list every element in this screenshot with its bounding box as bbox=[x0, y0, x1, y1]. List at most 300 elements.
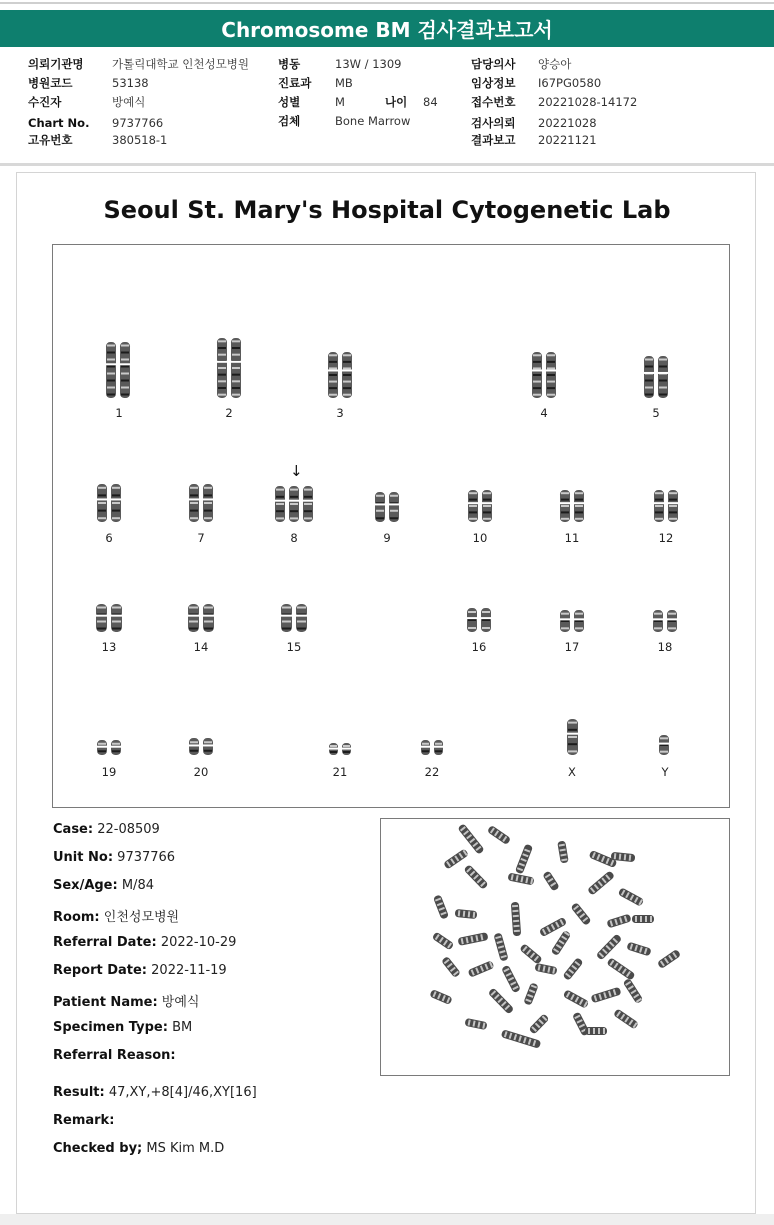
chromosome-band bbox=[330, 745, 337, 747]
chromosome-pair-3 bbox=[326, 350, 354, 400]
info-doctor-value: 양승아 bbox=[538, 57, 572, 71]
metaphase-chromosome-32 bbox=[606, 957, 635, 981]
chromosome-band bbox=[97, 607, 106, 609]
chromosome-band bbox=[483, 518, 491, 520]
centromere bbox=[468, 502, 478, 504]
info-doctor: 담당의사 bbox=[471, 57, 516, 71]
chromosome-band bbox=[107, 387, 115, 389]
centromere bbox=[97, 498, 107, 500]
detail-result: Result: 47,XY,+8[4]/46,XY[16] bbox=[53, 1085, 257, 1100]
chromosome-band bbox=[204, 621, 213, 623]
metaphase-chromosome-22 bbox=[493, 932, 508, 961]
metaphase-chromosome-17 bbox=[570, 902, 591, 926]
chromosome-label-9: 9 bbox=[383, 531, 391, 545]
detail-specimen-type: Specimen Type: BM bbox=[53, 1020, 193, 1035]
chromosome-band bbox=[112, 494, 120, 496]
metaphase-chromosome-24 bbox=[551, 930, 572, 956]
chromosome-band bbox=[654, 613, 662, 615]
chromosome-band bbox=[533, 381, 541, 383]
chromosome-band bbox=[204, 510, 212, 512]
info-ward-value: 13W / 1309 bbox=[335, 57, 402, 71]
metaphase-chromosome-21 bbox=[458, 932, 489, 946]
chromosome-band bbox=[669, 492, 677, 494]
centromere bbox=[106, 363, 116, 365]
chromosome-band bbox=[232, 354, 240, 356]
chromosome-band bbox=[533, 387, 541, 389]
metaphase-chromosome-11 bbox=[587, 870, 615, 895]
detail-checked-by: Checked by; MS Kim M.D bbox=[53, 1141, 225, 1156]
info-request-date: 검사의뢰 bbox=[471, 116, 516, 130]
chromosome-label-18: 18 bbox=[657, 640, 673, 654]
chromosome-band bbox=[112, 743, 120, 745]
chromosome-20-1 bbox=[189, 738, 199, 755]
report-title: Chromosome BM 검사결과보고서 bbox=[221, 18, 553, 42]
chromosome-band bbox=[655, 505, 663, 507]
chromosome-band bbox=[533, 394, 541, 396]
header-divider bbox=[0, 163, 774, 166]
info-patient-value: 방예식 bbox=[112, 95, 146, 109]
chromosome-band bbox=[659, 359, 667, 361]
centromere bbox=[275, 500, 285, 502]
centromere bbox=[560, 618, 570, 620]
info-specimen-value: Bone Marrow bbox=[335, 114, 411, 128]
chromosome-band bbox=[422, 743, 429, 745]
metaphase-spread-image bbox=[381, 819, 729, 1075]
centromere bbox=[668, 502, 678, 504]
centromere bbox=[188, 615, 199, 617]
chromosome-band bbox=[561, 505, 569, 507]
chromosome-band bbox=[190, 741, 198, 743]
chromosome-band bbox=[669, 518, 677, 520]
chromosome-band bbox=[218, 340, 226, 342]
info-chart-no-value: 9737766 bbox=[112, 116, 164, 130]
chromosome-band bbox=[561, 499, 569, 501]
chromosome-band bbox=[204, 628, 213, 630]
metaphase-chromosome-3 bbox=[443, 848, 469, 869]
chromosome-band bbox=[669, 511, 677, 513]
chromosome-pair-19 bbox=[95, 738, 123, 757]
chromosome-band bbox=[112, 750, 120, 752]
chromosome-pair-5 bbox=[642, 354, 670, 400]
centromere bbox=[328, 369, 338, 371]
chromosome-band bbox=[121, 359, 129, 361]
chromosome-band bbox=[669, 499, 677, 501]
chromosome-band bbox=[469, 492, 477, 494]
metaphase-chromosome-30 bbox=[534, 963, 557, 975]
chromosome-pair-4 bbox=[530, 350, 558, 400]
metaphase-chromosome-44 bbox=[585, 1027, 607, 1035]
chromosome-band bbox=[468, 627, 476, 629]
metaphase-image-panel bbox=[380, 818, 730, 1076]
detail-patient-name: Patient Name: 방예식 bbox=[53, 995, 200, 1010]
info-unique-no-value: 380518-1 bbox=[112, 133, 168, 147]
chromosome-band bbox=[533, 354, 541, 356]
centromere bbox=[532, 369, 542, 371]
centromere bbox=[329, 748, 338, 750]
chromosome-band bbox=[469, 499, 477, 501]
chromosome-band bbox=[204, 494, 212, 496]
chromosome-band bbox=[645, 394, 653, 396]
chromosome-band bbox=[276, 517, 284, 519]
chromosome-band bbox=[561, 518, 569, 520]
chromosome-band bbox=[112, 517, 120, 519]
page-bottom-bar bbox=[0, 1214, 774, 1225]
centromere bbox=[482, 502, 492, 504]
chromosome-band bbox=[561, 613, 569, 615]
chromosome-pair-21 bbox=[327, 741, 353, 757]
centromere bbox=[296, 615, 307, 617]
metaphase-chromosome-14 bbox=[455, 909, 478, 919]
chromosome-band bbox=[204, 487, 212, 489]
centromere bbox=[434, 746, 443, 748]
chromosome-label-17: 17 bbox=[564, 640, 580, 654]
chromosome-band bbox=[190, 502, 198, 504]
chromosome-band bbox=[218, 367, 226, 369]
chromosome-pair-14 bbox=[186, 602, 216, 634]
chromosome-pair-2 bbox=[215, 336, 243, 400]
chromosome-band bbox=[121, 373, 129, 375]
chromosome-pair-18 bbox=[651, 608, 679, 634]
chromosome-band bbox=[107, 394, 115, 396]
chromosome-band bbox=[482, 627, 490, 629]
chromosome-band bbox=[655, 492, 663, 494]
info-report-date-value: 20221121 bbox=[538, 133, 597, 147]
metaphase-chromosome-29 bbox=[501, 965, 521, 994]
chromosome-band bbox=[112, 510, 120, 512]
metaphase-chromosome-26 bbox=[626, 942, 651, 957]
chromosome-band bbox=[533, 374, 541, 376]
centromere bbox=[653, 618, 663, 620]
chromosome-band bbox=[304, 496, 312, 498]
chromosome-band bbox=[343, 394, 351, 396]
chromosome-label-3: 3 bbox=[336, 406, 344, 420]
centromere bbox=[217, 361, 227, 363]
chromosome-pair-11 bbox=[558, 488, 586, 524]
chromosome-band bbox=[190, 487, 198, 489]
chromosome-band bbox=[645, 380, 653, 382]
chromosome-band bbox=[107, 359, 115, 361]
info-request-date-value: 20221028 bbox=[538, 116, 597, 130]
detail-unit-no: Unit No: 9737766 bbox=[53, 850, 176, 865]
centromere bbox=[281, 615, 292, 617]
chromosome-band bbox=[121, 345, 129, 347]
chromosome-label-16: 16 bbox=[471, 640, 487, 654]
info-department-value: MB bbox=[335, 76, 353, 90]
chromosome-band bbox=[390, 510, 398, 512]
chromosome-label-8: 8 bbox=[290, 531, 298, 545]
chromosome-band bbox=[645, 366, 653, 368]
chromosome-band bbox=[276, 510, 284, 512]
chromosome-band bbox=[107, 373, 115, 375]
metaphase-chromosome-20 bbox=[432, 931, 455, 950]
chromosome-band bbox=[668, 627, 676, 629]
info-clinical: 임상정보 bbox=[471, 76, 516, 90]
chromosome-5-2 bbox=[658, 356, 668, 398]
chromosome-band bbox=[561, 627, 569, 629]
chromosome-pair-10 bbox=[466, 488, 494, 524]
chromosome-band bbox=[330, 751, 337, 753]
chromosome-band bbox=[645, 359, 653, 361]
chromosome-band bbox=[98, 487, 106, 489]
detail-room: Room: 인천성모병원 bbox=[53, 910, 180, 925]
centromere bbox=[289, 500, 299, 502]
detail-referral-reason: Referral Reason: bbox=[53, 1048, 176, 1063]
chromosome-label-21: 21 bbox=[332, 765, 348, 779]
chromosome-band bbox=[290, 496, 298, 498]
chromosome-band bbox=[568, 743, 577, 745]
chromosome-label-14: 14 bbox=[193, 640, 209, 654]
chromosome-band bbox=[483, 511, 491, 513]
metaphase-chromosome-13 bbox=[433, 894, 449, 919]
chromosome-label-5: 5 bbox=[652, 406, 660, 420]
info-hospital-code-value: 53138 bbox=[112, 76, 149, 90]
chromosome-band bbox=[575, 499, 583, 501]
metaphase-chromosome-28 bbox=[467, 960, 494, 977]
chromosome-pair-22 bbox=[419, 738, 445, 757]
centromere bbox=[120, 363, 130, 365]
info-specimen: 검체 bbox=[278, 114, 301, 128]
chromosome-band bbox=[112, 621, 121, 623]
metaphase-chromosome-2 bbox=[487, 825, 511, 845]
karyogram-panel bbox=[52, 244, 730, 808]
detail-case: Case: 22-08509 bbox=[53, 822, 160, 837]
centromere bbox=[389, 503, 399, 505]
chromosome-band bbox=[290, 489, 298, 491]
chromosome-band bbox=[575, 627, 583, 629]
chromosome-band bbox=[98, 510, 106, 512]
metaphase-chromosome-25 bbox=[596, 933, 623, 960]
detail-sex-age: Sex/Age: M/84 bbox=[53, 878, 154, 893]
chromosome-5-1 bbox=[644, 356, 654, 398]
info-institution-value: 가톨릭대학교 인천성모병원 bbox=[112, 57, 249, 71]
centromere bbox=[189, 498, 199, 500]
chromosome-band bbox=[98, 750, 106, 752]
chromosome-band bbox=[329, 387, 337, 389]
metaphase-chromosome-1 bbox=[457, 823, 484, 855]
chromosome-band bbox=[575, 492, 583, 494]
chromosome-band bbox=[659, 394, 667, 396]
chromosome-band bbox=[329, 374, 337, 376]
chromosome-band bbox=[329, 361, 337, 363]
chromosome-band bbox=[533, 367, 541, 369]
chromosome-label-13: 13 bbox=[101, 640, 117, 654]
chromosome-pair-9 bbox=[373, 490, 401, 524]
centromere bbox=[546, 369, 556, 371]
chromosome-band bbox=[329, 394, 337, 396]
chromosome-band bbox=[304, 489, 312, 491]
chromosome-band bbox=[98, 517, 106, 519]
chromosome-band bbox=[121, 380, 129, 382]
chromosome-band bbox=[232, 380, 240, 382]
chromosome-band bbox=[282, 628, 291, 630]
chromosome-band bbox=[435, 750, 442, 752]
chromosome-band bbox=[547, 361, 555, 363]
chromosome-band bbox=[568, 722, 577, 724]
centromere bbox=[574, 502, 584, 504]
metaphase-chromosome-42 bbox=[528, 1013, 549, 1034]
chromosome-band bbox=[547, 387, 555, 389]
chromosome-label-10: 10 bbox=[472, 531, 488, 545]
chromosome-band bbox=[107, 380, 115, 382]
chromosome-band bbox=[655, 499, 663, 501]
centromere bbox=[111, 746, 121, 748]
metaphase-chromosome-15 bbox=[511, 902, 521, 936]
lab-title: Seoul St. Mary's Hospital Cytogenetic Lab bbox=[103, 196, 671, 224]
chromosome-pair-13 bbox=[94, 602, 124, 634]
chromosome-band bbox=[218, 394, 226, 396]
chromosome-band bbox=[654, 627, 662, 629]
chromosome-pair-17 bbox=[558, 608, 586, 634]
chromosome-band bbox=[329, 381, 337, 383]
detail-referral-date: Referral Date: 2022-10-29 bbox=[53, 935, 237, 950]
chromosome-band bbox=[290, 503, 298, 505]
chromosome-band bbox=[232, 340, 240, 342]
chromosome-band bbox=[547, 354, 555, 356]
chromosome-band bbox=[568, 750, 577, 752]
chromosome-band bbox=[304, 510, 312, 512]
detail-report-date: Report Date: 2022-11-19 bbox=[53, 963, 227, 978]
chromosome-label-1: 1 bbox=[115, 406, 123, 420]
centromere bbox=[567, 733, 578, 735]
chromosome-band bbox=[190, 517, 198, 519]
report-title-bar bbox=[0, 10, 774, 47]
info-sex: 성별 bbox=[278, 95, 301, 109]
chromosome-band bbox=[189, 621, 198, 623]
centromere bbox=[667, 618, 677, 620]
centromere bbox=[375, 503, 385, 505]
chromosome-band bbox=[561, 492, 569, 494]
centromere bbox=[111, 498, 121, 500]
chromosome-1-1 bbox=[106, 342, 116, 398]
chromosome-pair-7 bbox=[187, 482, 215, 524]
metaphase-chromosome-9 bbox=[507, 872, 534, 885]
chromosome-band bbox=[276, 496, 284, 498]
chromosome-band bbox=[469, 518, 477, 520]
chromosome-band bbox=[547, 394, 555, 396]
chromosome-band bbox=[390, 517, 398, 519]
chromosome-pair-12 bbox=[652, 488, 680, 524]
metaphase-chromosome-36 bbox=[523, 982, 538, 1005]
chromosome-band bbox=[97, 628, 106, 630]
chromosome-band bbox=[290, 517, 298, 519]
metaphase-chromosome-40 bbox=[464, 1018, 487, 1030]
chromosome-band bbox=[232, 394, 240, 396]
metaphase-chromosome-31 bbox=[562, 957, 583, 981]
info-receipt-no-value: 20221028-14172 bbox=[538, 95, 638, 109]
chromosome-band bbox=[282, 621, 291, 623]
chromosome-band bbox=[112, 502, 120, 504]
chromosome-band bbox=[218, 380, 226, 382]
detail-remark: Remark: bbox=[53, 1113, 115, 1128]
chromosome-band bbox=[304, 517, 312, 519]
chromosome-band bbox=[575, 518, 583, 520]
chromosome-band bbox=[483, 505, 491, 507]
chromosome-band bbox=[435, 743, 442, 745]
chromosome-band bbox=[276, 489, 284, 491]
chromosome-band bbox=[669, 505, 677, 507]
chromosome-band bbox=[468, 619, 476, 621]
metaphase-chromosome-27 bbox=[441, 956, 461, 978]
chromosome-band bbox=[376, 510, 384, 512]
chromosome-label-11: 11 bbox=[564, 531, 580, 545]
chromosome-label-7: 7 bbox=[197, 531, 205, 545]
chromosome-band bbox=[575, 613, 583, 615]
chromosome-band bbox=[660, 751, 668, 753]
centromere bbox=[97, 746, 107, 748]
chromosome-pair-20 bbox=[187, 736, 215, 757]
chromosome-band bbox=[547, 367, 555, 369]
metaphase-chromosome-39 bbox=[623, 978, 644, 1004]
centromere bbox=[203, 615, 214, 617]
chromosome-band bbox=[533, 361, 541, 363]
metaphase-chromosome-5 bbox=[557, 840, 569, 863]
chromosome-band bbox=[329, 367, 337, 369]
chromosome-pair-24 bbox=[657, 733, 671, 757]
trisomy-arrow-marker: ↓ bbox=[290, 462, 303, 480]
chromosome-band bbox=[575, 505, 583, 507]
chromosome-band bbox=[547, 381, 555, 383]
chromosome-label-22: 22 bbox=[424, 765, 440, 779]
centromere bbox=[189, 744, 199, 746]
chromosome-band bbox=[204, 517, 212, 519]
chromosome-band bbox=[547, 374, 555, 376]
chromosome-pair-15 bbox=[279, 602, 309, 634]
centromere bbox=[203, 498, 213, 500]
chromosome-band bbox=[232, 347, 240, 349]
info-institution: 의뢰기관명 bbox=[28, 57, 84, 71]
chromosome-band bbox=[218, 387, 226, 389]
metaphase-chromosome-12 bbox=[618, 887, 645, 906]
chromosome-band bbox=[469, 505, 477, 507]
chromosome-band bbox=[645, 387, 653, 389]
centromere bbox=[421, 746, 430, 748]
chromosome-band bbox=[655, 511, 663, 513]
chromosome-label-4: 4 bbox=[540, 406, 548, 420]
chromosome-band bbox=[290, 510, 298, 512]
chromosome-band bbox=[112, 628, 121, 630]
info-sex-value: M bbox=[335, 95, 345, 109]
chromosome-band bbox=[343, 354, 351, 356]
chromosome-band bbox=[218, 374, 226, 376]
centromere bbox=[111, 615, 122, 617]
chromosome-band bbox=[112, 607, 121, 609]
chromosome-band bbox=[343, 361, 351, 363]
info-clinical-value: I67PG0580 bbox=[538, 76, 602, 90]
chromosome-band bbox=[468, 611, 476, 613]
chromosome-band bbox=[482, 611, 490, 613]
chromosome-band bbox=[668, 613, 676, 615]
chromosome-band bbox=[482, 619, 490, 621]
chromosome-band bbox=[568, 736, 577, 738]
chromosome-1-2 bbox=[120, 342, 130, 398]
centromere bbox=[203, 744, 213, 746]
chromosome-band bbox=[282, 607, 291, 609]
chromosome-pair-1 bbox=[104, 340, 132, 400]
chromosome-band bbox=[329, 354, 337, 356]
metaphase-chromosome-4 bbox=[515, 844, 533, 875]
chromosome-band bbox=[276, 503, 284, 505]
chromosome-band bbox=[232, 367, 240, 369]
chromosome-band bbox=[343, 381, 351, 383]
chromosome-band bbox=[107, 352, 115, 354]
chromosome-band bbox=[121, 394, 129, 396]
chromosome-band bbox=[660, 737, 668, 739]
centromere bbox=[96, 615, 107, 617]
chromosome-band bbox=[190, 494, 198, 496]
metaphase-chromosome-33 bbox=[657, 949, 681, 969]
chromosome-band bbox=[204, 607, 213, 609]
chromosome-band bbox=[483, 499, 491, 501]
